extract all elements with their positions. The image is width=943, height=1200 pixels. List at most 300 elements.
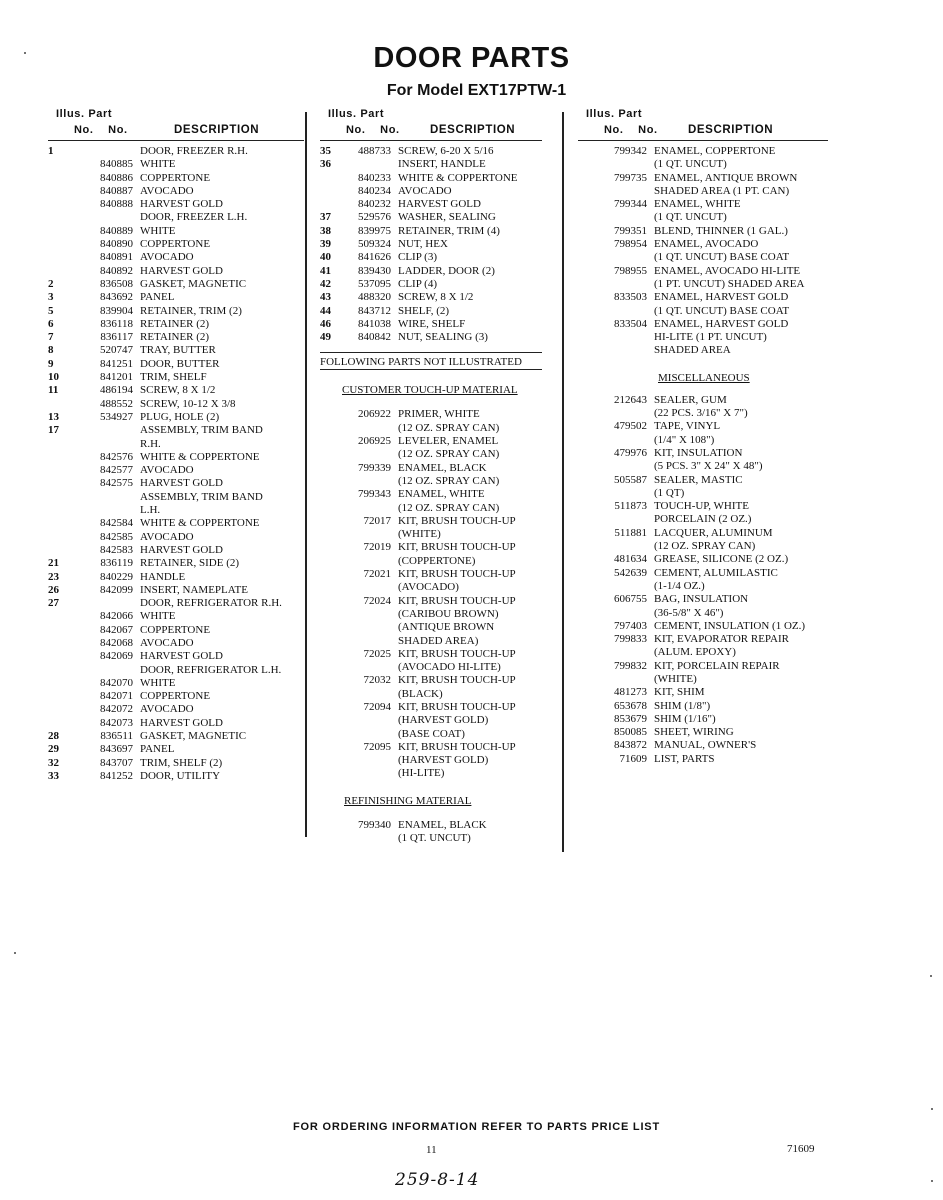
part-number [64, 491, 140, 504]
part-number: 799340 [358, 818, 391, 831]
part-row [578, 394, 828, 407]
part-description: GASKET, MAGNETIC [140, 730, 247, 743]
illus-number [48, 544, 64, 557]
part-number [336, 661, 398, 674]
part-description: KIT, BRUSH TOUCH-UP [398, 541, 516, 554]
part-row [320, 714, 542, 727]
part-number: 799832 [614, 659, 647, 672]
part-number: 534927 [100, 410, 133, 423]
part-number: 836119 [100, 557, 133, 570]
illus-number [320, 832, 336, 845]
part-description: WHITE [140, 676, 176, 689]
part-row [578, 607, 828, 620]
part-description: AVOCADO [140, 464, 194, 477]
illus-number [578, 500, 588, 513]
part-description: (12 OZ. SPRAY CAN) [398, 421, 500, 434]
part-description: HI-LITE (1 PT. UNCUT) [654, 331, 767, 344]
illus-number [48, 185, 64, 198]
part-description: WASHER, SEALING [398, 211, 496, 224]
part-description: RETAINER (2) [140, 317, 210, 330]
part-description: ENAMEL, ANTIQUE BROWN [654, 171, 798, 184]
part-row [48, 571, 304, 584]
part-number: 799339 [358, 461, 391, 474]
part-number: 842073 [100, 716, 133, 729]
part-number: 798955 [614, 264, 647, 277]
miscellaneous-list [578, 394, 828, 766]
part-number: 799344 [614, 198, 647, 211]
part-number: 840888 [100, 198, 133, 211]
part-row [48, 198, 304, 211]
illus-number [578, 646, 588, 659]
part-number: 71609 [619, 752, 647, 765]
part-number [588, 607, 654, 620]
part-number: 481273 [614, 686, 647, 699]
part-description: AVOCADO [140, 251, 194, 264]
part-description: DOOR, REFRIGERATOR R.H. [140, 597, 282, 610]
part-row [320, 701, 542, 714]
part-description: ENAMEL, BLACK [398, 461, 487, 474]
part-number [588, 278, 654, 291]
illus-number: 23 [48, 570, 59, 583]
part-number: 72032 [363, 674, 391, 687]
part-row [48, 703, 304, 716]
part-description: DOOR, FREEZER L.H. [140, 211, 248, 224]
part-row [578, 211, 828, 224]
part-description: WHITE & COPPERTONE [140, 450, 260, 463]
illus-number [320, 701, 336, 714]
illus-number [578, 251, 588, 264]
part-row [578, 474, 828, 487]
part-row [320, 251, 542, 264]
part-row [578, 198, 828, 211]
part-row [320, 541, 542, 554]
illus-number [578, 593, 588, 606]
touchup-list [320, 408, 542, 780]
part-description: ENAMEL, AVOCADO HI-LITE [654, 264, 801, 277]
part-description: TRIM, SHELF [140, 371, 207, 384]
part-description: (12 OZ. SPRAY CAN) [398, 474, 500, 487]
illus-number [320, 408, 336, 421]
part-description: PANEL [140, 291, 175, 304]
illus-number: 8 [48, 344, 54, 357]
part-description: (BASE COAT) [398, 727, 465, 740]
part-row [578, 686, 828, 699]
part-description: COPPERTONE [140, 690, 211, 703]
illus-number: 28 [48, 730, 59, 743]
part-description: SHIM (1/16") [654, 712, 716, 725]
part-description: (1 QT. UNCUT) [398, 832, 471, 845]
illus-number [578, 331, 588, 344]
part-row [48, 584, 304, 597]
illus-number: 9 [48, 357, 54, 370]
part-description: WHITE [140, 158, 176, 171]
parts-list-2 [320, 145, 542, 344]
illus-number [320, 448, 336, 461]
part-row [48, 517, 304, 530]
part-number [64, 424, 140, 437]
part-number: 843692 [100, 291, 133, 304]
illus-number: 37 [320, 211, 331, 224]
header-part: Part [360, 108, 385, 120]
part-row [320, 185, 542, 198]
illus-number [578, 238, 588, 251]
part-number: 842099 [100, 583, 133, 596]
illus-number: 11 [48, 384, 59, 397]
part-number [336, 832, 398, 845]
part-row [578, 145, 828, 158]
illus-number [578, 172, 588, 185]
illus-number [320, 488, 336, 501]
handwritten-note: 259-8-14 [395, 1170, 480, 1190]
part-row [578, 567, 828, 580]
part-description: L.H. [140, 504, 161, 517]
illus-number [320, 435, 336, 448]
part-row [48, 650, 304, 663]
part-row [578, 158, 828, 171]
part-description: WIRE, SHELF [398, 317, 466, 330]
part-row [48, 770, 304, 783]
part-number: 843697 [100, 743, 133, 756]
part-row [320, 595, 542, 608]
part-number: 839430 [358, 264, 391, 277]
part-number [336, 502, 398, 515]
part-number: 842577 [100, 464, 133, 477]
part-description: AVOCADO [140, 703, 194, 716]
part-row [320, 674, 542, 687]
part-row [320, 502, 542, 515]
part-number: 520747 [100, 344, 133, 357]
part-row [48, 331, 304, 344]
part-number [336, 728, 398, 741]
part-description: (22 PCS. 3/16" X 7") [654, 407, 748, 420]
part-description: INSERT, NAMEPLATE [140, 583, 248, 596]
part-description: SHIM (1/8") [654, 699, 711, 712]
illus-number: 5 [48, 304, 54, 317]
illus-number [578, 607, 588, 620]
part-description: BLEND, THINNER (1 GAL.) [654, 224, 788, 237]
refinishing-heading: REFINISHING MATERIAL [344, 794, 472, 807]
part-number: 481634 [614, 553, 647, 566]
illus-number: 26 [48, 583, 59, 596]
part-number: 842072 [100, 703, 133, 716]
part-number [336, 581, 398, 594]
part-description: KIT, BRUSH TOUCH-UP [398, 568, 516, 581]
part-description: ASSEMBLY, TRIM BAND [140, 424, 263, 437]
part-number [336, 448, 398, 461]
part-description: NUT, SEALING (3) [398, 331, 488, 344]
part-description: CLIP (4) [398, 277, 438, 290]
illus-number [320, 568, 336, 581]
scan-speck [931, 1108, 933, 1110]
illus-number [320, 528, 336, 541]
illus-number [320, 661, 336, 674]
part-number [64, 145, 140, 158]
part-row [578, 305, 828, 318]
part-number: 799343 [358, 488, 391, 501]
part-description: SHADED AREA (1 PT. CAN) [654, 184, 790, 197]
part-row [48, 344, 304, 357]
part-description: (WHITE) [398, 528, 441, 541]
part-row [320, 819, 542, 832]
header-no2: No. [108, 124, 128, 136]
part-row [578, 291, 828, 304]
part-description: DOOR, REFRIGERATOR L.H. [140, 663, 282, 676]
part-row [578, 620, 828, 633]
part-number: 836118 [100, 317, 133, 330]
part-description: ENAMEL, HARVEST GOLD [654, 291, 789, 304]
part-description: (36-5/8" X 46") [654, 606, 724, 619]
part-row [320, 408, 542, 421]
part-description: AVOCADO [398, 184, 452, 197]
part-description: AVOCADO [140, 184, 194, 197]
part-number: 842583 [100, 543, 133, 556]
illus-number [48, 491, 64, 504]
column-header [48, 108, 304, 141]
part-number [64, 211, 140, 224]
part-number [336, 158, 398, 171]
part-number: 840232 [358, 198, 391, 211]
part-description: HARVEST GOLD [140, 198, 223, 211]
part-description: WHITE & COPPERTONE [398, 171, 518, 184]
part-description: KIT, BRUSH TOUCH-UP [398, 674, 516, 687]
part-row [320, 238, 542, 251]
part-row [48, 690, 304, 703]
part-number: 840887 [100, 184, 133, 197]
part-description: KIT, BRUSH TOUCH-UP [398, 700, 516, 713]
header-illus: Illus. [586, 108, 615, 120]
part-description: CEMENT, ALUMILASTIC [654, 566, 778, 579]
scan-speck [931, 1180, 933, 1182]
part-number: 842584 [100, 517, 133, 530]
illus-number: 39 [320, 238, 331, 251]
part-row [320, 305, 542, 318]
part-description: CLIP (3) [398, 251, 438, 264]
part-number [64, 504, 140, 517]
part-number [336, 528, 398, 541]
part-row [578, 500, 828, 513]
part-number: 839975 [358, 224, 391, 237]
part-number: 836508 [100, 277, 133, 290]
part-number [336, 767, 398, 780]
part-description: SEALER, MASTIC [654, 473, 743, 486]
part-row [578, 527, 828, 540]
part-row [48, 305, 304, 318]
part-row [578, 553, 828, 566]
illus-number [320, 502, 336, 515]
part-number [336, 635, 398, 648]
part-number [64, 438, 140, 451]
part-number: 842068 [100, 636, 133, 649]
part-number: 72017 [363, 514, 391, 527]
part-number: 488552 [100, 397, 133, 410]
illus-number: 46 [320, 317, 331, 330]
part-row [320, 318, 542, 331]
part-row [48, 677, 304, 690]
part-row [320, 462, 542, 475]
part-row [578, 172, 828, 185]
part-description: AVOCADO [140, 636, 194, 649]
part-row [48, 544, 304, 557]
part-row [320, 448, 542, 461]
part-description: (1 QT. UNCUT) BASE COAT [654, 304, 790, 317]
part-description: KIT, BRUSH TOUCH-UP [398, 647, 516, 660]
illus-number [320, 595, 336, 608]
parts-column-3 [578, 108, 828, 766]
illus-number [48, 703, 64, 716]
part-row [48, 717, 304, 730]
illus-number [578, 344, 588, 357]
illus-number: 2 [48, 277, 54, 290]
header-part: Part [88, 108, 113, 120]
part-row [48, 411, 304, 424]
part-number: 853679 [614, 712, 647, 725]
part-number [336, 688, 398, 701]
part-description: (AVOCADO) [398, 581, 459, 594]
part-number [588, 513, 654, 526]
part-row [578, 513, 828, 526]
part-row [48, 504, 304, 517]
part-number [588, 673, 654, 686]
part-number [588, 185, 654, 198]
part-row [48, 730, 304, 743]
part-description: SHADED AREA) [398, 634, 479, 647]
part-description: HARVEST GOLD [140, 543, 223, 556]
part-number: 840891 [100, 251, 133, 264]
part-row [578, 225, 828, 238]
part-row [48, 398, 304, 411]
scan-speck [14, 952, 16, 954]
header-no2: No. [638, 124, 658, 136]
part-description: COPPERTONE [140, 238, 211, 251]
part-row [48, 637, 304, 650]
illus-number: 32 [48, 756, 59, 769]
part-description: (CARIBOU BROWN) [398, 607, 499, 620]
part-row [48, 743, 304, 756]
illus-number [578, 686, 588, 699]
illus-number [578, 620, 588, 633]
part-description: KIT, BRUSH TOUCH-UP [398, 594, 516, 607]
part-number [588, 487, 654, 500]
part-row [48, 318, 304, 331]
illus-number: 3 [48, 291, 54, 304]
illus-number [578, 291, 588, 304]
illus-number: 7 [48, 331, 54, 344]
part-row [48, 438, 304, 451]
illus-number [578, 713, 588, 726]
part-number: 842070 [100, 676, 133, 689]
part-row [320, 581, 542, 594]
illus-number: 1 [48, 145, 54, 157]
illus-number [320, 608, 336, 621]
part-row [578, 673, 828, 686]
illus-number [48, 238, 64, 251]
illus-number [578, 567, 588, 580]
part-number [336, 714, 398, 727]
part-number: 72021 [363, 568, 391, 581]
illus-number [48, 690, 64, 703]
part-row [578, 238, 828, 251]
part-number: 836117 [100, 331, 133, 344]
illus-number [48, 637, 64, 650]
part-number: 798954 [614, 238, 647, 251]
illus-number: 10 [48, 371, 59, 384]
part-row [320, 198, 542, 211]
part-row [578, 265, 828, 278]
illus-number [320, 475, 336, 488]
part-number: 843707 [100, 756, 133, 769]
illus-number [320, 422, 336, 435]
part-description: SCREW, 8 X 1/2 [140, 384, 216, 397]
part-row [48, 251, 304, 264]
illus-number [320, 714, 336, 727]
part-number: 799342 [614, 145, 647, 157]
part-row [48, 371, 304, 384]
part-description: PLUG, HOLE (2) [140, 410, 220, 423]
illus-number [578, 739, 588, 752]
illus-number: 36 [320, 158, 331, 171]
illus-number [320, 172, 336, 185]
part-number: 511873 [614, 500, 647, 513]
part-row [578, 487, 828, 500]
illus-number [578, 447, 588, 460]
part-row [320, 435, 542, 448]
part-row [578, 700, 828, 713]
part-description: ENAMEL, HARVEST GOLD [654, 317, 789, 330]
illus-number: 17 [48, 424, 59, 437]
part-number: 840892 [100, 264, 133, 277]
part-row [48, 225, 304, 238]
part-row [320, 422, 542, 435]
part-description: KIT, PORCELAIN REPAIR [654, 659, 780, 672]
part-number [588, 211, 654, 224]
part-description: WHITE [140, 224, 176, 237]
header-no: No. [604, 124, 624, 136]
part-number: 606755 [614, 593, 647, 606]
part-description: (5 PCS. 3" X 24" X 48") [654, 460, 763, 473]
part-description: HARVEST GOLD [140, 264, 223, 277]
illus-number [578, 434, 588, 447]
part-row [578, 726, 828, 739]
illus-number [320, 741, 336, 754]
part-description: RETAINER, TRIM (2) [140, 304, 242, 317]
part-description: GREASE, SILICONE (2 OZ.) [654, 553, 789, 566]
part-number: 653678 [614, 699, 647, 712]
part-description: SEALER, GUM [654, 393, 727, 406]
part-row [320, 158, 542, 171]
part-number: 841626 [358, 251, 391, 264]
part-description: LACQUER, ALUMINUM [654, 526, 773, 539]
part-number: 799351 [614, 224, 647, 237]
document-number: 71609 [787, 1143, 815, 1155]
part-number: 479502 [614, 420, 647, 433]
part-row [578, 739, 828, 752]
part-number: 840229 [100, 570, 133, 583]
part-row [578, 540, 828, 553]
part-row [578, 344, 828, 357]
part-number: 840889 [100, 224, 133, 237]
illus-number [48, 531, 64, 544]
illus-number [578, 318, 588, 331]
part-number: 72094 [363, 700, 391, 713]
illus-number [320, 819, 336, 832]
illus-number [578, 185, 588, 198]
part-number: 537095 [358, 277, 391, 290]
header-description: DESCRIPTION [430, 124, 516, 136]
part-number: 206925 [358, 435, 391, 448]
illus-number [48, 211, 64, 224]
part-number: 833503 [614, 291, 647, 304]
header-no: No. [74, 124, 94, 136]
